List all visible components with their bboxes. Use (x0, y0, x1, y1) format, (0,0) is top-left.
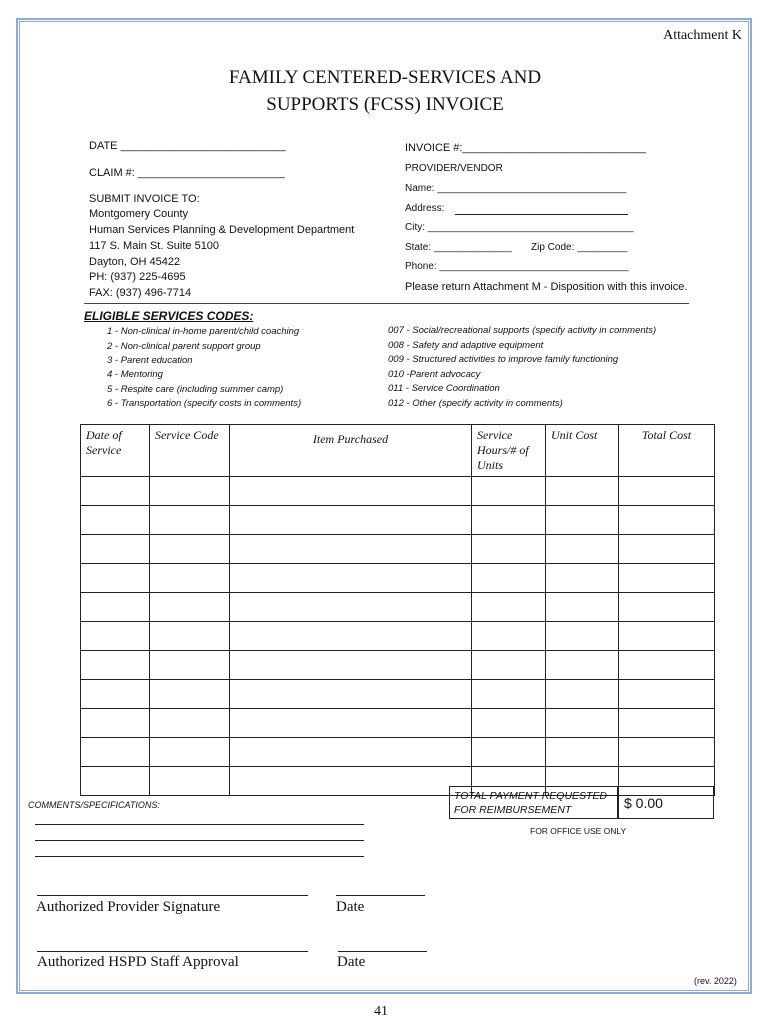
table-cell[interactable] (81, 651, 150, 680)
column-header-item-purchased: Item Purchased (230, 425, 472, 477)
claim-field[interactable]: CLAIM #: ________________________ (89, 167, 285, 179)
table-cell[interactable] (472, 680, 546, 709)
table-cell[interactable] (230, 506, 472, 535)
phone-field[interactable]: Phone: __________________________________ (405, 261, 629, 272)
service-code-item: 3 - Parent education (107, 355, 193, 366)
service-code-item: 6 - Transportation (specify costs in comments) (107, 398, 302, 409)
service-code-item: 5 - Respite care (including summer camp) (107, 384, 284, 395)
table-cell[interactable] (472, 477, 546, 506)
service-code-item: 4 - Mentoring (107, 369, 163, 380)
table-cell[interactable] (150, 709, 230, 738)
table-cell[interactable] (472, 593, 546, 622)
table-cell[interactable] (81, 767, 150, 796)
table-cell[interactable] (619, 477, 715, 506)
table-cell[interactable] (472, 738, 546, 767)
table-header-row (81, 425, 715, 477)
table-cell[interactable] (81, 680, 150, 709)
invoice-table (80, 424, 715, 796)
table-cell[interactable] (546, 477, 619, 506)
total-amount[interactable]: $ 0.00 (618, 786, 714, 819)
table-cell[interactable] (619, 564, 715, 593)
table-cell[interactable] (150, 564, 230, 593)
table-cell[interactable] (472, 709, 546, 738)
table-row (81, 564, 715, 593)
table-cell[interactable] (81, 709, 150, 738)
provider-date-line[interactable] (336, 895, 425, 896)
table-cell[interactable] (230, 477, 472, 506)
table-cell[interactable] (546, 535, 619, 564)
column-header-total-cost: Total Cost (619, 425, 715, 477)
comments-line[interactable] (35, 824, 364, 825)
provider-date-label: Date (336, 899, 365, 915)
table-cell[interactable] (230, 738, 472, 767)
table-cell[interactable] (81, 564, 150, 593)
table-cell[interactable] (472, 535, 546, 564)
staff-approval-label: Authorized HSPD Staff Approval (37, 954, 239, 970)
address-line: 117 S. Main St. Suite 5100 (89, 240, 220, 252)
invoice-number-field[interactable]: INVOICE #:______________________________ (405, 142, 646, 154)
table-cell[interactable] (619, 680, 715, 709)
table-cell[interactable] (546, 593, 619, 622)
staff-date-line[interactable] (338, 951, 427, 952)
staff-approval-line[interactable] (37, 951, 308, 952)
table-cell[interactable] (546, 651, 619, 680)
table-cell[interactable] (81, 738, 150, 767)
table-row (81, 477, 715, 506)
table-cell[interactable] (230, 680, 472, 709)
table-row (81, 680, 715, 709)
table-cell[interactable] (150, 680, 230, 709)
column-header-unit-cost: Unit Cost (546, 425, 619, 477)
table-row (81, 738, 715, 767)
zip-code-field[interactable]: Zip Code: _________ (531, 242, 628, 253)
table-cell[interactable] (230, 651, 472, 680)
section-divider (84, 303, 689, 304)
service-code-item: 010 -Parent advocacy (388, 369, 481, 380)
comments-label: COMMENTS/SPECIFICATIONS: (28, 800, 160, 810)
table-cell[interactable] (546, 622, 619, 651)
service-code-item: 007 - Social/recreational supports (specify activity in comments) (388, 325, 657, 336)
table-row (81, 535, 715, 564)
address-line: Dayton, OH 45422 (89, 256, 181, 268)
submit-to-heading: SUBMIT INVOICE TO: (89, 193, 200, 205)
table-row (81, 506, 715, 535)
table-cell[interactable] (81, 535, 150, 564)
table-cell[interactable] (472, 651, 546, 680)
city-field[interactable]: City: _____________________________________ (405, 222, 634, 233)
table-cell[interactable] (619, 622, 715, 651)
table-cell[interactable] (472, 564, 546, 593)
service-code-item: 2 - Non-clinical parent support group (107, 341, 261, 352)
table-cell[interactable] (619, 535, 715, 564)
table-cell[interactable] (546, 506, 619, 535)
table-cell[interactable] (81, 506, 150, 535)
staff-date-label: Date (337, 954, 366, 970)
table-cell[interactable] (150, 506, 230, 535)
table-cell[interactable] (150, 535, 230, 564)
comments-line[interactable] (35, 856, 364, 857)
date-field[interactable]: DATE ___________________________ (89, 140, 286, 152)
service-code-item: 008 - Safety and adaptive equipment (388, 340, 544, 351)
table-cell[interactable] (150, 738, 230, 767)
table-cell[interactable] (150, 767, 230, 796)
table-cell[interactable] (150, 622, 230, 651)
form-title-line1: FAMILY CENTERED-SERVICES AND (228, 67, 542, 88)
table-cell[interactable] (230, 622, 472, 651)
table-cell[interactable] (81, 622, 150, 651)
state-field[interactable]: State: ______________ (405, 242, 512, 253)
table-row (81, 709, 715, 738)
table-cell[interactable] (230, 767, 472, 796)
total-payment-label: TOTAL PAYMENT REQUESTED FOR REIMBURSEMENT (449, 786, 618, 819)
table-row (81, 593, 715, 622)
address-field-label: Address: (405, 203, 445, 214)
provider-vendor-heading: PROVIDER/VENDOR (405, 163, 503, 174)
table-row (81, 622, 715, 651)
table-cell[interactable] (150, 593, 230, 622)
service-code-item: 1 - Non-clinical in-home parent/child coaching (107, 326, 300, 337)
column-header-service-code: Service Code (150, 425, 230, 477)
address-line: Human Services Planning & Development Department (89, 224, 355, 236)
table-cell[interactable] (619, 506, 715, 535)
revision-label: (rev. 2022) (694, 976, 737, 986)
address-line: Montgomery County (89, 208, 189, 220)
eligible-services-heading: ELIGIBLE SERVICES CODES: (84, 309, 254, 323)
column-header-date: Date of Service (81, 425, 150, 477)
table-cell[interactable] (619, 651, 715, 680)
column-header-service-hours: Service Hours/# of Units (472, 425, 546, 477)
service-code-item: 011 - Service Coordination (388, 383, 500, 394)
table-cell[interactable] (230, 535, 472, 564)
table-cell[interactable] (230, 564, 472, 593)
table-cell[interactable] (230, 709, 472, 738)
table-cell[interactable] (150, 651, 230, 680)
office-use-label: FOR OFFICE USE ONLY (530, 826, 627, 836)
service-code-item: 009 - Structured activities to improve family functioning (388, 354, 619, 365)
table-cell[interactable] (472, 622, 546, 651)
table-cell[interactable] (619, 593, 715, 622)
table-cell[interactable] (619, 738, 715, 767)
table-cell[interactable] (230, 593, 472, 622)
table-cell[interactable] (81, 477, 150, 506)
address-field-line[interactable] (455, 214, 628, 215)
fax-line: FAX: (937) 496-7714 (89, 287, 192, 299)
form-title-line2: SUPPORTS (FCSS) INVOICE (266, 94, 504, 115)
table-cell[interactable] (546, 680, 619, 709)
table-cell[interactable] (472, 506, 546, 535)
attachment-label: Attachment K (663, 28, 742, 43)
table-row (81, 651, 715, 680)
provider-signature-label: Authorized Provider Signature (36, 899, 221, 915)
service-code-item: 012 - Other (specify activity in comments) (388, 398, 563, 409)
page-number: 41 (374, 1004, 388, 1019)
phone-line: PH: (937) 225-4695 (89, 271, 186, 283)
table-cell[interactable] (546, 564, 619, 593)
table-cell[interactable] (150, 477, 230, 506)
table-cell[interactable] (546, 738, 619, 767)
provider-signature-line[interactable] (37, 895, 308, 896)
table-cell[interactable] (619, 709, 715, 738)
form-title (0, 64, 770, 118)
return-note: Please return Attachment M - Disposition with this invoice. (405, 281, 688, 293)
table-cell[interactable] (546, 709, 619, 738)
name-field[interactable]: Name: __________________________________ (405, 183, 627, 194)
table-cell[interactable] (81, 593, 150, 622)
comments-line[interactable] (35, 840, 364, 841)
